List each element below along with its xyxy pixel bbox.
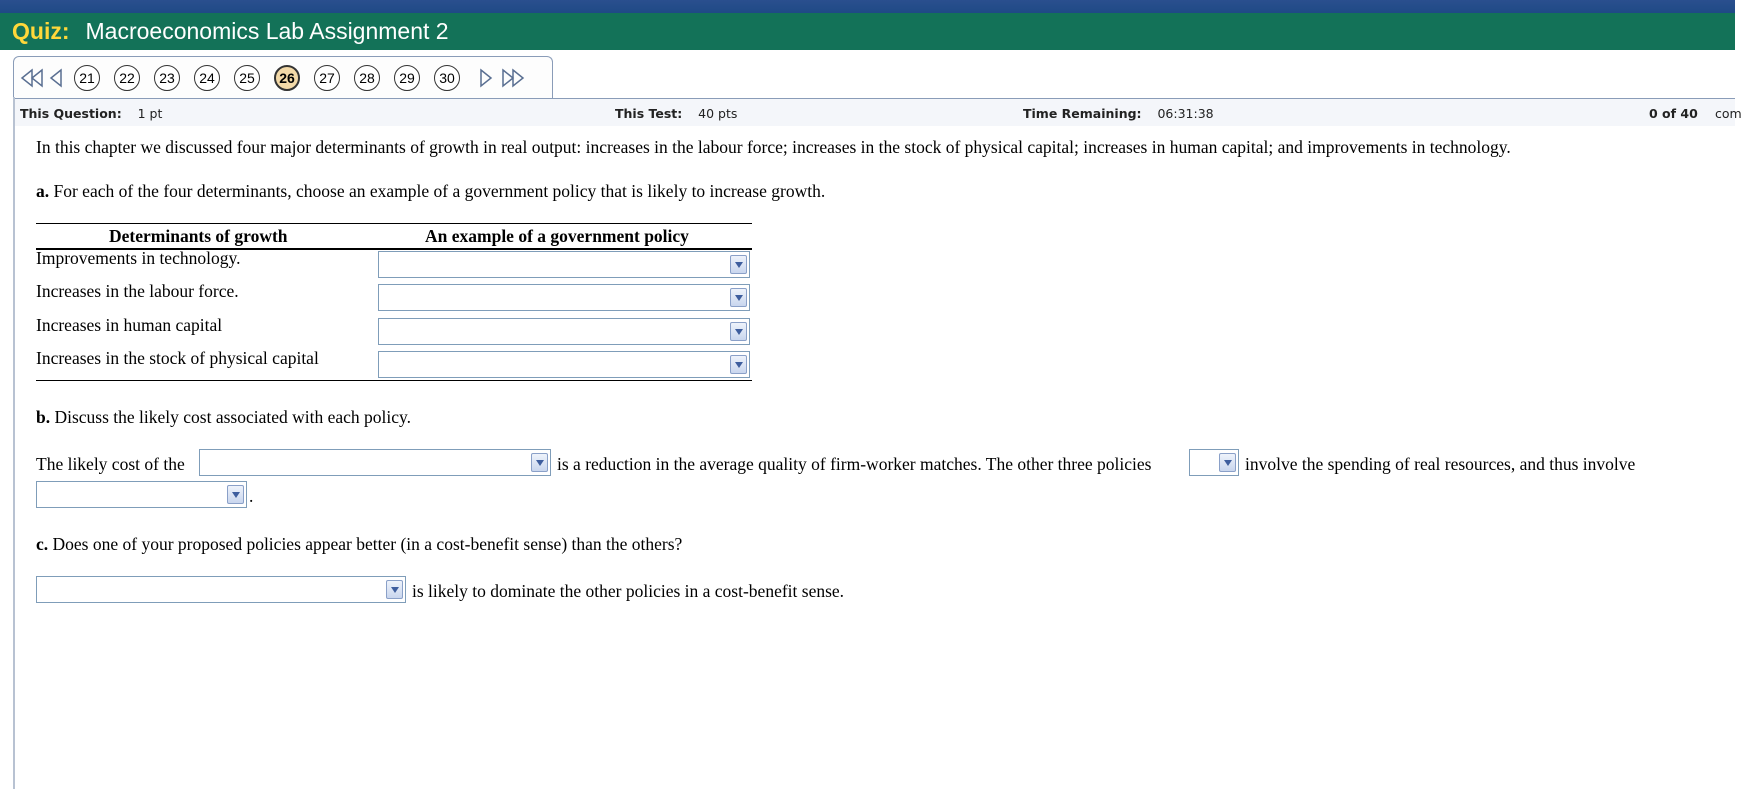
chevron-down-icon xyxy=(1219,453,1236,472)
quiz-title: Macroeconomics Lab Assignment 2 xyxy=(85,18,449,44)
chevron-down-icon xyxy=(386,580,403,599)
other-policies-dropdown[interactable] xyxy=(1189,449,1239,476)
question-number-24[interactable]: 24 xyxy=(194,65,220,91)
previous-page-icon[interactable] xyxy=(44,65,68,91)
part-b-prompt: b. Discuss the likely cost associated with each policy. xyxy=(36,407,412,427)
col-header-policy: An example of a government policy xyxy=(425,226,689,246)
part-b-sentence-start: The likely cost of the xyxy=(36,454,185,474)
info-bar xyxy=(15,98,1742,126)
part-b-sentence-middle: is a reduction in the average quality of firm-worker matches. The other three policies xyxy=(557,454,1152,474)
question-number-22[interactable]: 22 xyxy=(114,65,140,91)
last-page-icon[interactable] xyxy=(502,65,526,91)
question-intro: In this chapter we discussed four major determinants of growth in real output: increases in the labour force; increases in the stock of physical capital; increases in human capital; and improvements in technology. xyxy=(36,137,1511,157)
part-b-sentence-end: involve the spending of real resources, and thus involve xyxy=(1245,454,1636,474)
table-bottom-rule xyxy=(36,380,752,381)
chevron-down-icon xyxy=(730,288,747,307)
question-number-28[interactable]: 28 xyxy=(354,65,380,91)
cost-policy-dropdown[interactable] xyxy=(199,449,551,476)
policy-dropdown-technology[interactable] xyxy=(378,251,750,278)
progress-count: 0 of 40 xyxy=(1649,106,1698,121)
chevron-down-icon xyxy=(730,322,747,341)
question-number-21[interactable]: 21 xyxy=(74,65,100,91)
policy-dropdown-physical-capital[interactable] xyxy=(378,351,750,378)
sentence-period: . xyxy=(249,486,254,506)
chevron-down-icon xyxy=(227,485,244,504)
question-number-27[interactable]: 27 xyxy=(314,65,340,91)
table-top-rule xyxy=(36,223,752,224)
table-row-label: Increases in the stock of physical capital xyxy=(36,348,319,368)
browser-top-strip xyxy=(0,0,1735,13)
table-row-label: Improvements in technology. xyxy=(36,248,241,268)
table-row-label: Increases in the labour force. xyxy=(36,281,239,301)
title-bar xyxy=(0,13,1735,50)
table-row-label: Increases in human capital xyxy=(36,315,223,335)
content-left-border xyxy=(13,97,15,789)
dominant-policy-dropdown[interactable] xyxy=(36,576,406,603)
chevron-down-icon xyxy=(531,453,548,472)
part-c-prompt: c. Does one of your proposed policies appear better (in a cost-benefit sense) than the others? xyxy=(36,534,683,554)
time-remaining-info: Time Remaining: 06:31:38 xyxy=(1023,106,1214,121)
col-header-determinants: Determinants of growth xyxy=(109,226,288,246)
question-number-25[interactable]: 25 xyxy=(234,65,260,91)
question-number-29[interactable]: 29 xyxy=(394,65,420,91)
chevron-down-icon xyxy=(730,355,747,374)
policy-dropdown-human-capital[interactable] xyxy=(378,318,750,345)
question-navigator xyxy=(13,56,553,98)
question-number-26[interactable]: 26 xyxy=(274,65,300,91)
first-page-icon[interactable] xyxy=(20,65,44,91)
chevron-down-icon xyxy=(730,255,747,274)
quiz-label: Quiz: xyxy=(12,18,70,44)
part-c-sentence: is likely to dominate the other policies in a cost-benefit sense. xyxy=(412,581,845,601)
question-number-23[interactable]: 23 xyxy=(154,65,180,91)
involve-dropdown[interactable] xyxy=(36,481,247,508)
question-number-30[interactable]: 30 xyxy=(434,65,460,91)
truncated-text: com xyxy=(1715,106,1742,121)
this-question-info: This Question: 1 pt xyxy=(20,106,163,121)
this-test-info: This Test: 40 pts xyxy=(615,106,738,121)
part-a-prompt: a. For each of the four determinants, choose an example of a government policy that is likely to increase growth. xyxy=(36,181,826,201)
next-page-icon[interactable] xyxy=(474,65,498,91)
policy-dropdown-labour-force[interactable] xyxy=(378,284,750,311)
